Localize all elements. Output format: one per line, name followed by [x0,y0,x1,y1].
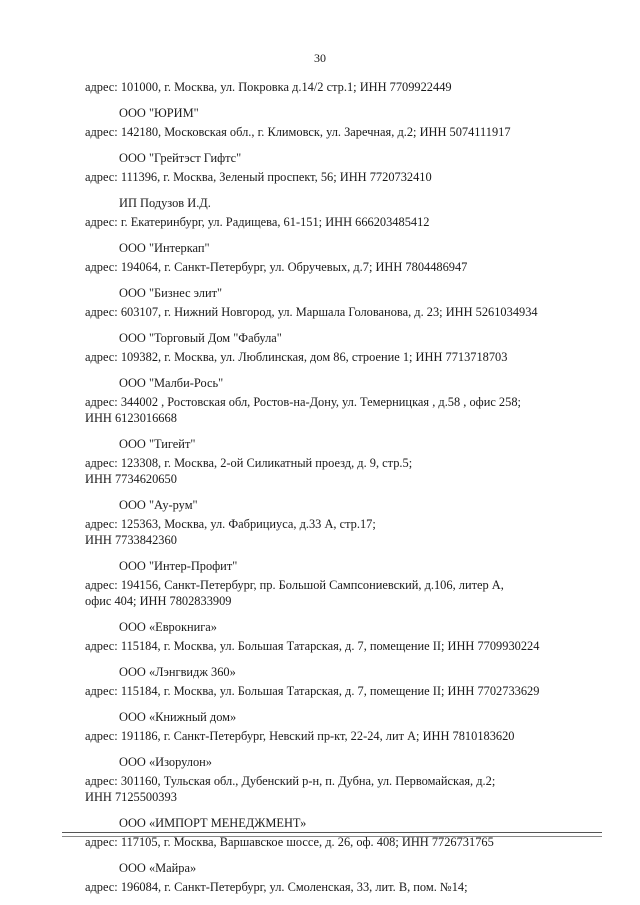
company-name: ООО "Торговый Дом "Фабула" [119,331,282,345]
footer-divider-secondary [62,836,602,837]
company-address: адрес: 191186, г. Санкт-Петербург, Невский пр-кт, 22-24, лит А; ИНН 7810183620 [85,729,515,743]
company-entry [85,150,605,185]
company-address: адрес: 115184, г. Москва, ул. Большая Татарская, д. 7, помещение II; ИНН 7702733629 [85,684,540,698]
company-address: адрес: 109382, г. Москва, ул. Люблинская, дом 86, строение 1; ИНН 7713718703 [85,350,508,364]
company-name: ООО «ИМПОРТ МЕНЕДЖМЕНТ» [119,816,307,830]
company-address: адрес: 115184, г. Москва, ул. Большая Татарская, д. 7, помещение II; ИНН 7709930224 [85,639,540,653]
company-entry [85,664,605,699]
company-address: адрес: 301160, Тульская обл., Дубенский р-н, п. Дубна, ул. Первомайская, д.2; [85,774,496,788]
company-entry [85,105,605,140]
company-address: адрес: 123308, г. Москва, 2-ой Силикатный проезд, д. 9, стр.5; [85,456,413,470]
company-address: адрес: 117105, г. Москва, Варшавское шоссе, д. 26, оф. 408; ИНН 7726731765 [85,835,494,849]
company-name: ООО «Лэнгвидж 360» [119,665,236,679]
company-entry [85,497,605,548]
company-name: ООО «Книжный дом» [119,710,237,724]
company-address-continued: ИНН 7733842360 [85,533,177,547]
company-address: адрес: 196084, г. Санкт-Петербург, ул. Смоленская, 33, лит. В, пом. №14; [85,880,468,894]
company-address: адрес: 111396, г. Москва, Зеленый проспект, 56; ИНН 7720732410 [85,170,432,184]
company-name: ООО "Ау-рум" [119,498,198,512]
company-address: адрес: 603107, г. Нижний Новгород, ул. Маршала Голованова, д. 23; ИНН 5261034934 [85,305,538,319]
company-address-continued: ИНН 7734620650 [85,472,177,486]
company-entry [85,375,605,426]
company-entry [85,79,605,95]
company-name: ООО "ЮРИМ" [119,106,199,120]
company-entry [85,709,605,744]
company-name: ООО «Майра» [119,861,197,875]
company-name: ООО "Малби-Рось" [119,376,224,390]
company-list [85,79,605,905]
company-address-continued: ИНН 7125500393 [85,790,177,804]
company-entry [85,754,605,805]
footer-divider [62,832,602,833]
company-name: ИП Подузов И.Д. [119,196,211,210]
company-name: ООО "Интер-Профит" [119,559,238,573]
company-name: ООО "Грейтэст Гифтс" [119,151,242,165]
company-name: ООО "Бизнес элит" [119,286,223,300]
company-name: ООО «Изорулон» [119,755,212,769]
company-entry [85,240,605,275]
company-entry [85,436,605,487]
company-name: ООО «Еврокнига» [119,620,218,634]
company-address: адрес: 125363, Москва, ул. Фабрициуса, д.33 А, стр.17; [85,517,376,531]
company-entry [85,619,605,654]
company-address: адрес: 194156, Санкт-Петербург, пр. Большой Сампсониевский, д.106, литер А, [85,578,504,592]
company-address-continued: ИНН 6123016668 [85,411,177,425]
company-address-continued: офис 404; ИНН 7802833909 [85,594,232,608]
company-address: адрес: 142180, Московская обл., г. Климовск, ул. Заречная, д.2; ИНН 5074111917 [85,125,511,139]
company-entry [85,330,605,365]
company-entry [85,285,605,320]
company-address: адрес: 194064, г. Санкт-Петербург, ул. Обручевых, д.7; ИНН 7804486947 [85,260,468,274]
company-entry [85,860,605,895]
company-address: адрес: г. Екатеринбург, ул. Радищева, 61-151; ИНН 666203485412 [85,215,430,229]
company-name: ООО "Интеркап" [119,241,210,255]
company-entry [85,195,605,230]
page-number: 30 [314,51,326,65]
company-name: ООО "Тигейт" [119,437,196,451]
company-address: адрес: 101000, г. Москва, ул. Покровка д.14/2 стр.1; ИНН 7709922449 [85,80,452,94]
company-address: адрес: 344002 , Ростовская обл, Ростов-на-Дону, ул. Темерницкая , д.58 , офис 258; [85,395,521,409]
company-entry [85,558,605,609]
